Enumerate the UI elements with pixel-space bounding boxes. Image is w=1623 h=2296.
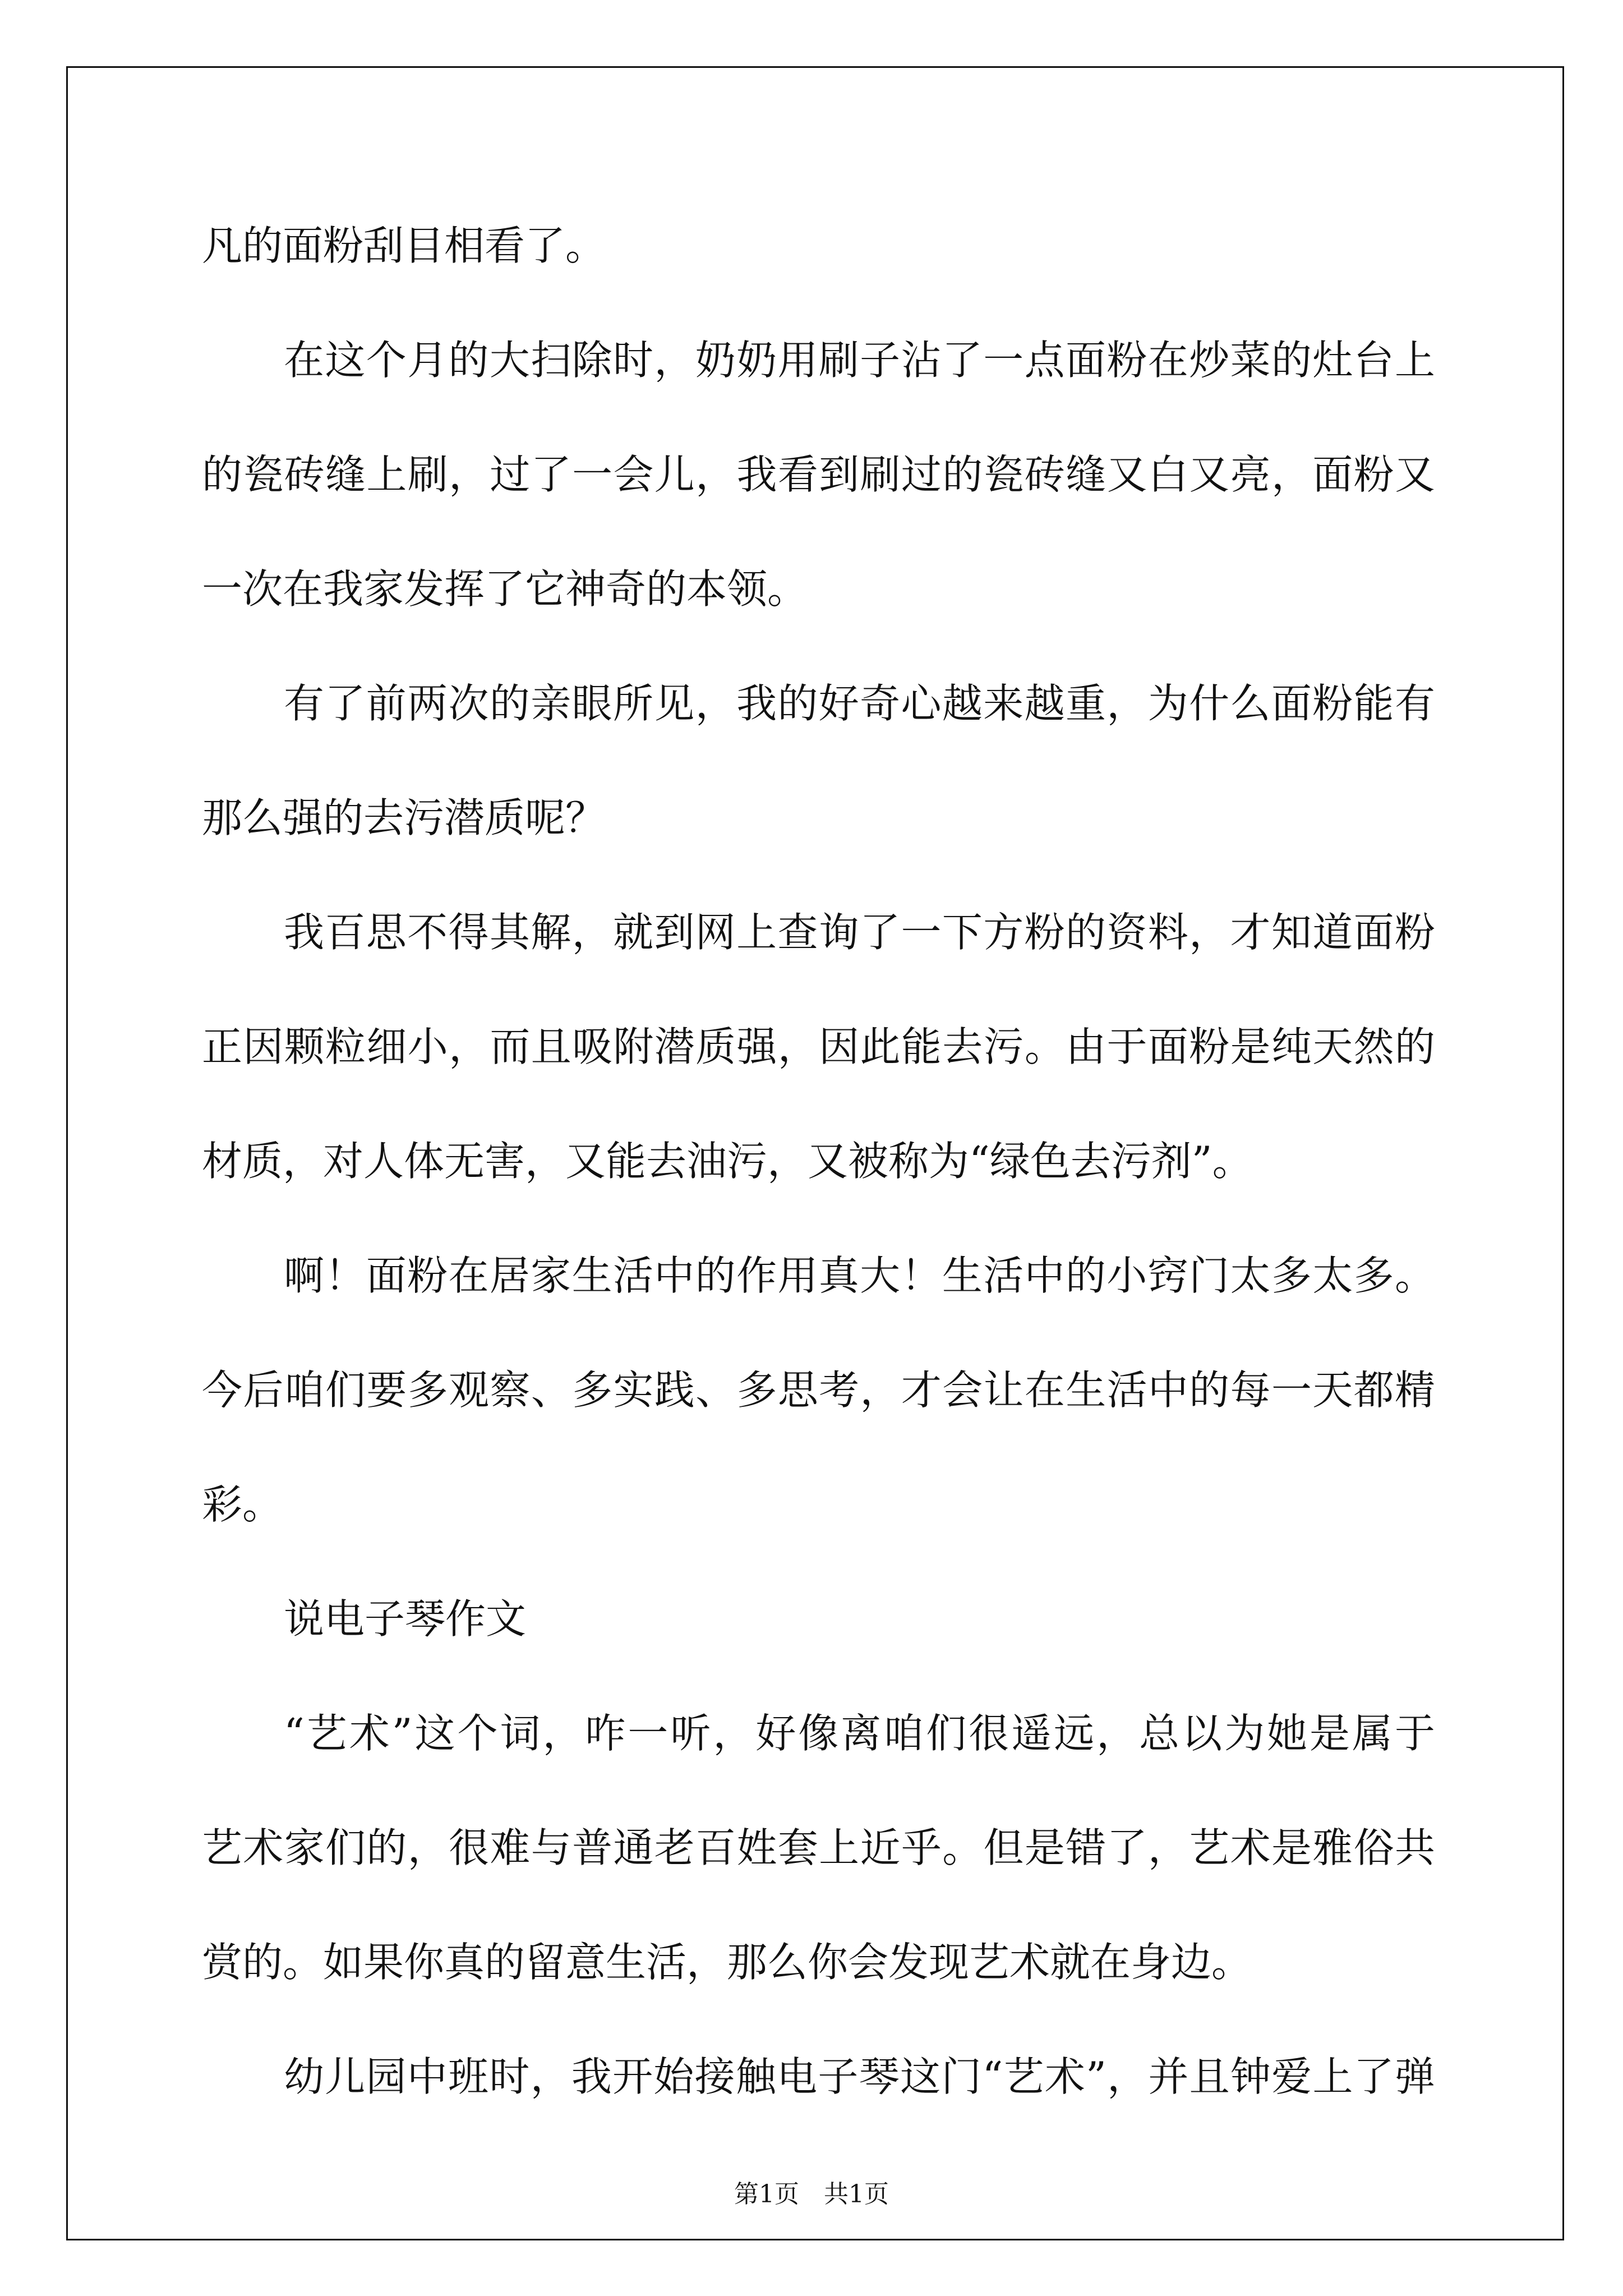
text-line: 赏的。如果你真的留意生活，那么你会发现艺术就在身边。: [202, 1939, 1252, 1986]
paragraph: [202, 1218, 1435, 1562]
paragraph: [202, 646, 1435, 875]
text-line: 幼儿园中班时，我开始接触电子琴这门“艺术”，并且钟爱上了弹: [284, 2053, 1435, 2100]
text-line: 正因颗粒细小，而且吸附潜质强，因此能去污。由于面粉是纯天然的: [202, 1023, 1435, 1070]
text-line: 我百思不得其解，就到网上查询了一下方粉的资料，才知道面粉: [284, 909, 1435, 956]
paragraph-continued: [202, 188, 1435, 303]
text-line: 艺术家们的，很难与普通老百姓套上近乎。但是错了，艺术是雅俗共: [202, 1824, 1435, 1871]
page-footer: 第1页 共1页: [734, 2180, 889, 2208]
text-line: 凡的面粉刮目相看了。: [202, 222, 606, 269]
paragraph: [202, 1676, 1435, 2019]
text-line: 的瓷砖缝上刷，过了一会儿，我看到刷过的瓷砖缝又白又亮，面粉又: [202, 451, 1435, 498]
text-line: 彩。: [202, 1481, 283, 1528]
text-line: “艺术”这个词，咋一听，好像离咱们很遥远，总以为她是属于: [284, 1710, 1435, 1757]
text-line: 那么强的去污潜质呢？: [202, 794, 606, 841]
document-body: [202, 188, 1435, 2134]
paragraph: [202, 303, 1435, 646]
text-line: 材质，对人体无害，又能去油污，又被称为“绿色去污剂”。: [202, 1138, 1253, 1185]
essay-title-text: 说电子琴作文: [284, 1595, 527, 1642]
paragraph: [202, 875, 1435, 1218]
text-line: 一次在我家发挥了它神奇的本领。: [202, 565, 808, 613]
text-line: 在这个月的大扫除时，奶奶用刷子沾了一点面粉在炒菜的灶台上: [284, 337, 1435, 384]
text-line: 啊！面粉在居家生活中的作用真大！生活中的小窍门太多太多。: [284, 1252, 1435, 1299]
paragraph: [202, 2019, 1435, 2134]
essay-title: [202, 1562, 1435, 1676]
text-line: 有了前两次的亲眼所见，我的好奇心越来越重，为什么面粉能有: [284, 680, 1435, 727]
text-line: 今后咱们要多观察、多实践、多思考，才会让在生活中的每一天都精: [202, 1366, 1435, 1414]
